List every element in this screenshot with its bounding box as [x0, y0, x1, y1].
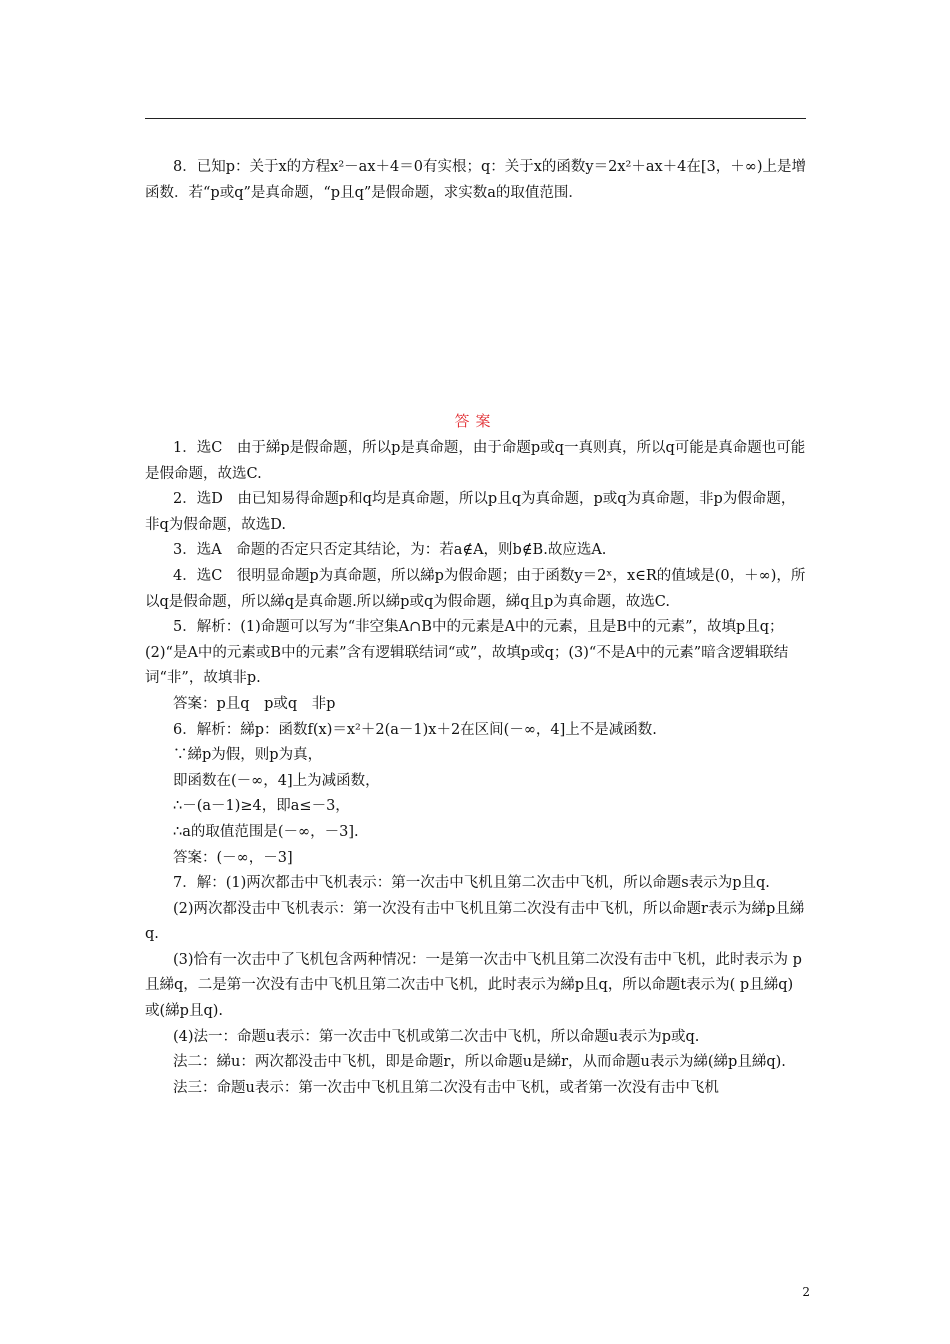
answer-paragraph: 6．解析：綈p：函数f(x)＝x²＋2(a－1)x＋2在区间(－∞，4]上不是减函数.: [173, 721, 657, 738]
answer-paragraph: 答案：p且q p或q 非p: [173, 695, 336, 712]
answer-paragraph: 3．选A 命题的否定只否定其结论，为：若a∉A，则b∉B.故应选A.: [173, 542, 607, 559]
page-number: 2: [802, 1285, 810, 1299]
answer-paragraph: ∴－(a－1)≥4，即a≤－3，: [173, 798, 350, 815]
answer-paragraph: 5．解析：(1)命题可以写为“非空集A∩B中的元素是A中的元素，且是B中的元素”，故填p且q；(2)“是A中的元素或B中的元素”含有逻辑联结词“或”，故填p或q；(3)“不是A中的元素”暗含逻辑联结词“非”，故填非p.: [145, 619, 789, 687]
header-rule: [145, 118, 806, 119]
answer-paragraph: 法二：綈u：两次都没击中飞机，即是命题r，所以命题u是綈r，从而命题u表示为綈(綈p且綈q).: [173, 1054, 786, 1071]
answers-section: [145, 436, 806, 1101]
answer-paragraph: ∴a的取值范围是(－∞，－3].: [173, 823, 359, 840]
question-8: [145, 155, 806, 206]
answer-paragraph: 1．选C 由于綈p是假命题，所以p是真命题，由于命题p或q一真则真，所以q可能是真命题也可能是假命题，故选C.: [145, 440, 806, 482]
answer-paragraph: (2)两次都没击中飞机表示：第一次没有击中飞机且第二次没有击中飞机，所以命题r表示为綈p且綈q.: [145, 900, 805, 943]
answers-title: 答案: [454, 412, 497, 430]
answer-paragraph: 7．解：(1)两次都击中飞机表示：第一次击中飞机且第二次击中飞机，所以命题s表示为p且q.: [173, 875, 770, 892]
answer-paragraph: 法三：命题u表示：第一次击中飞机且第二次没有击中飞机，或者第一次没有击中飞机: [173, 1079, 719, 1096]
question-8-text: 8．已知p：关于x的方程x²－ax＋4＝0有实根；q：关于x的函数y＝2x²＋ax＋4在[3，＋∞)上是增函数．若“p或q”是真命题，“p且q”是假命题，求实数a的取值范围．: [145, 159, 806, 201]
answer-paragraph: ∵綈p为假，则p为真，: [173, 747, 323, 764]
answer-paragraph: 2．选D 由已知易得命题p和q均是真命题，所以p且q为真命题，p或q为真命题，非p为假命题，非q为假命题，故选D.: [145, 491, 796, 533]
answer-paragraph: 即函数在(－∞，4]上为减函数，: [173, 772, 380, 789]
answer-paragraph: (4)法一：命题u表示：第一次击中飞机或第二次击中飞机，所以命题u表示为p或q.: [173, 1028, 700, 1045]
answer-paragraph: 4．选C 很明显命题p为真命题，所以綈p为假命题；由于函数y＝2ˣ，x∈R的值域是(0，＋∞)，所以q是假命题，所以綈q是真命题.所以綈p或q为假命题，綈q且p为真命题，故选C.: [145, 567, 806, 610]
answer-paragraph: 答案：(－∞，－3]: [173, 849, 293, 866]
answer-paragraph: (3)恰有一次击中了飞机包含两种情况：一是第一次击中飞机且第二次没有击中飞机，此时表示为 p且綈q，二是第一次没有击中飞机且第二次击中飞机，此时表示为綈p且q，所以命题t表示为( p且綈q)或(綈p且q).: [145, 951, 802, 1020]
